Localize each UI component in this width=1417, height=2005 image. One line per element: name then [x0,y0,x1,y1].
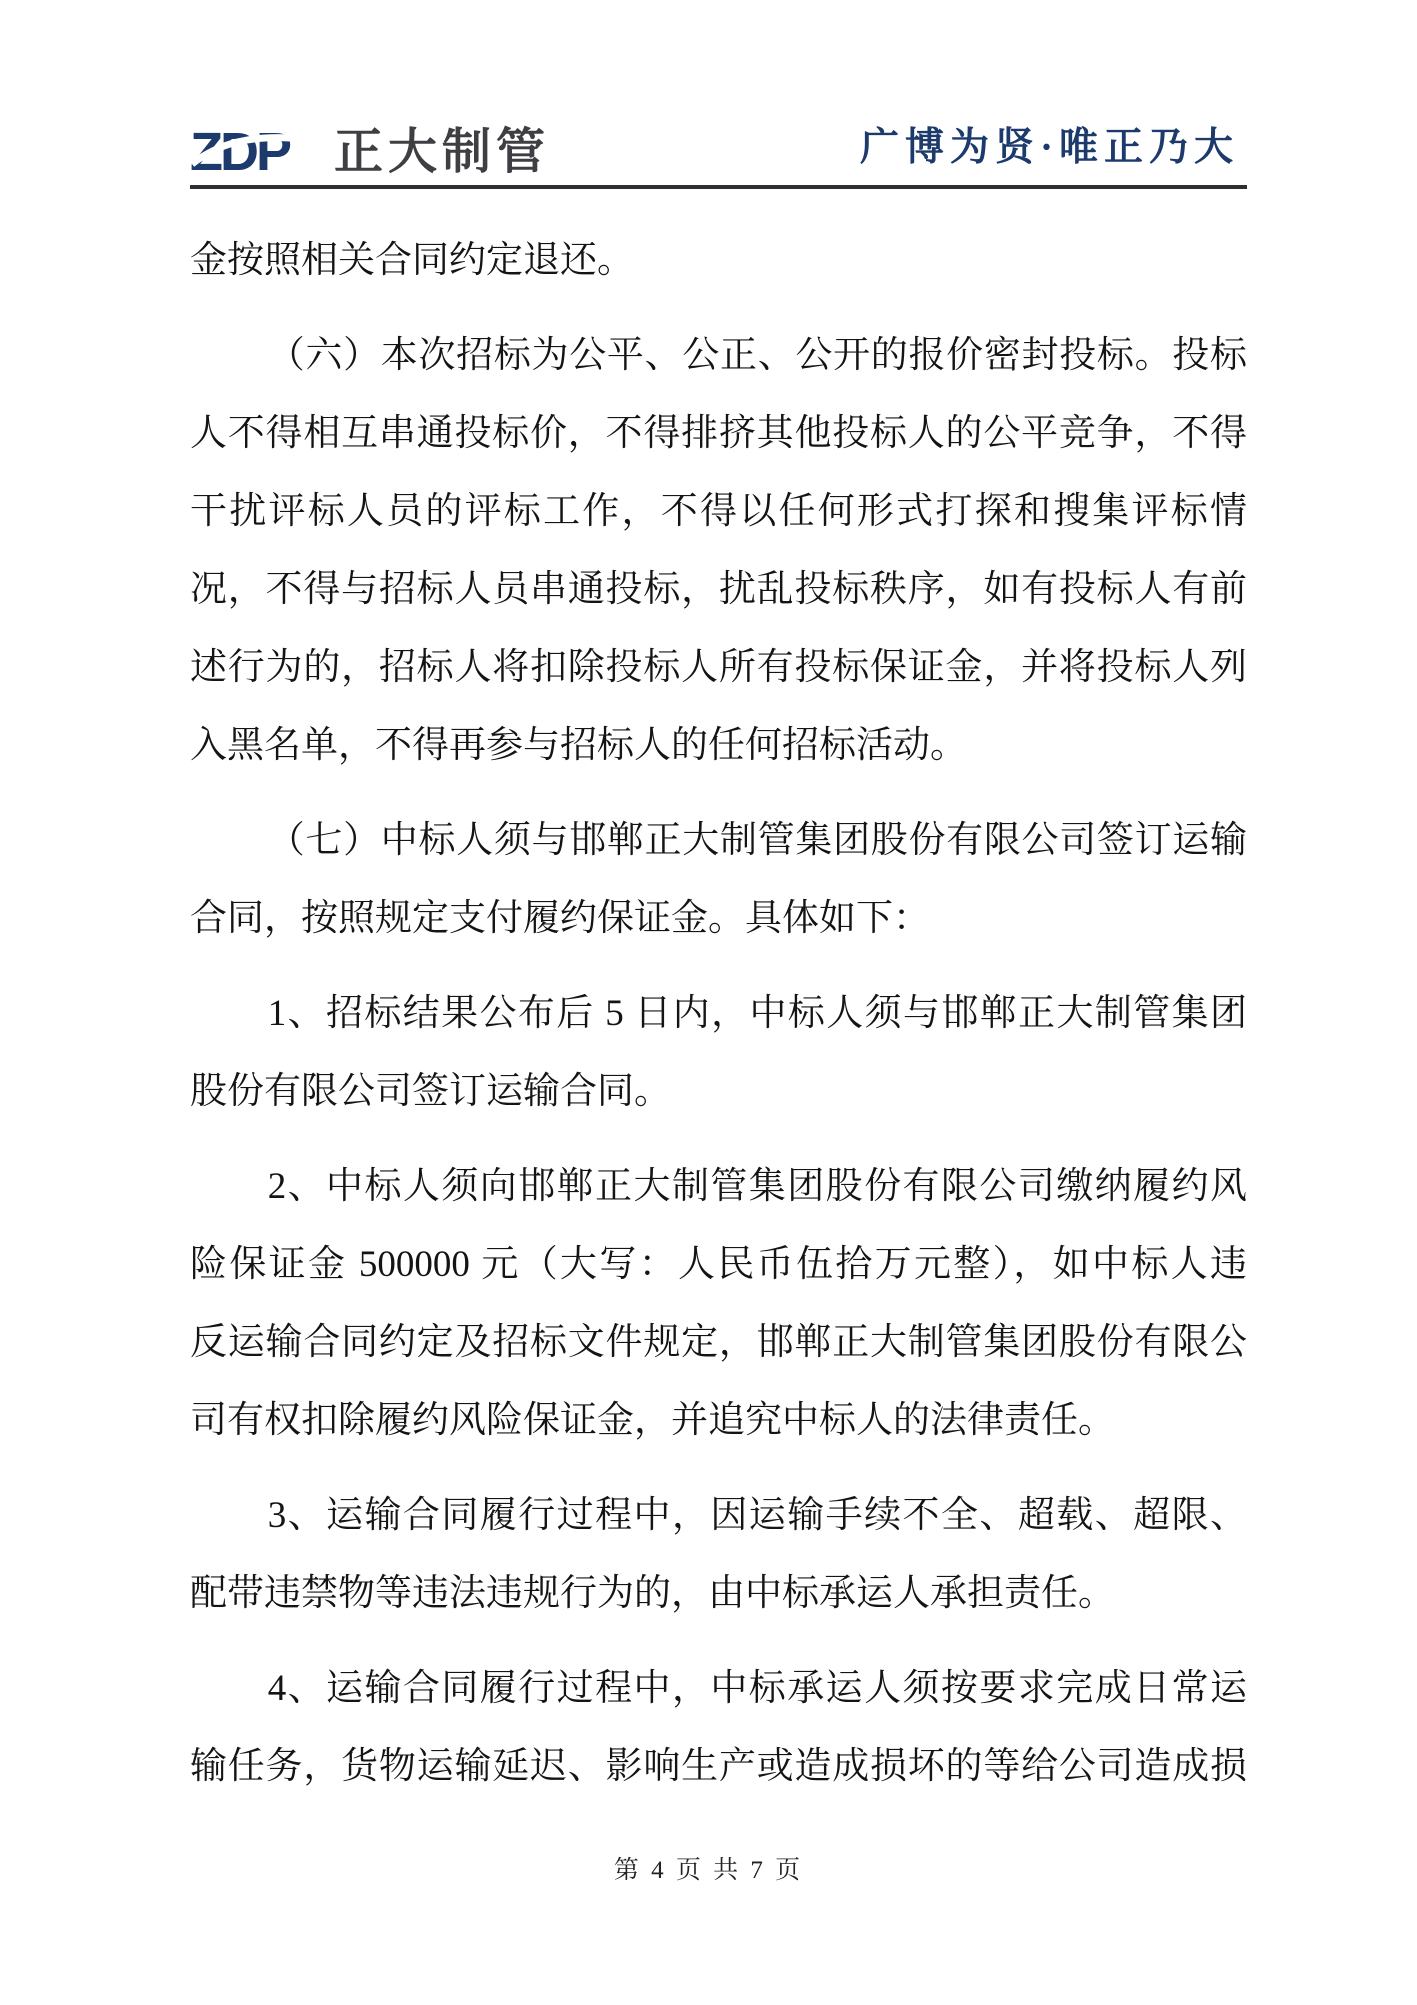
text-line: （六）本次招标为公平、公正、公开的报价密封投标。投标 [267,335,1247,376]
text-line: 输任务，货物运输延迟、影响生产或造成损坏的等给公司造成损 [190,1746,1247,1787]
paragraph [190,222,1247,300]
logo-company-name: 正大制管 [334,125,551,179]
page-number: 第 4 页 共 7 页 [613,1857,804,1884]
text-line: 反运输合同约定及招标文件规定，邯郸正大制管集团股份有限公 [190,1322,1247,1363]
text-line: 金按照相关合同约定退还。 [190,240,634,281]
text-line: 险保证金 500000 元（大写：人民币伍拾万元整），如中标人违 [190,1244,1247,1285]
paragraph [190,317,1247,785]
text-line: 入黑名单，不得再参与招标人的任何招标活动。 [190,725,967,766]
company-logo [190,122,550,182]
text-line: 4、运输合同履行过程中，中标承运人须按要求完成日常运 [267,1668,1247,1709]
paragraph [190,1477,1247,1633]
header-divider [190,185,1247,189]
zdp-logo-text: ZDP [190,122,289,182]
text-line: 配带违禁物等违法违规行为的，由中标承运人承担责任。 [190,1573,1115,1614]
document-body [190,222,1247,1806]
text-line: 合同，按照规定支付履约保证金。具体如下： [190,898,930,939]
text-line: 人不得相互串通投标价，不得排挤其他投标人的公平竞争，不得 [190,413,1247,454]
text-line: 1、招标结果公布后 5 日内，中标人须与邯郸正大制管集团 [267,993,1247,1034]
text-line: （七）中标人须与邯郸正大制管集团股份有限公司签订运输 [267,820,1247,861]
company-slogan: 广博为贤·唯正乃大 [859,126,1239,169]
paragraph [190,1650,1247,1806]
page-header [190,118,1247,182]
page-footer [0,1850,1417,1886]
text-line: 司有权扣除履约风险保证金，并追究中标人的法律责任。 [190,1400,1115,1441]
text-line: 述行为的，招标人将扣除投标人所有投标保证金，并将投标人列 [190,647,1247,688]
text-line: 股份有限公司签订运输合同。 [190,1071,671,1112]
paragraph [190,975,1247,1131]
paragraph [190,1148,1247,1460]
text-line: 2、中标人须向邯郸正大制管集团股份有限公司缴纳履约风 [267,1166,1247,1207]
zdp-logo-icon [190,122,324,182]
text-line: 干扰评标人员的评标工作，不得以任何形式打探和搜集评标情 [190,491,1247,532]
text-line: 况，不得与招标人员串通投标，扰乱投标秩序，如有投标人有前 [190,569,1247,610]
text-line: 3、运输合同履行过程中，因运输手续不全、超载、超限、 [267,1495,1247,1536]
paragraph [190,802,1247,958]
